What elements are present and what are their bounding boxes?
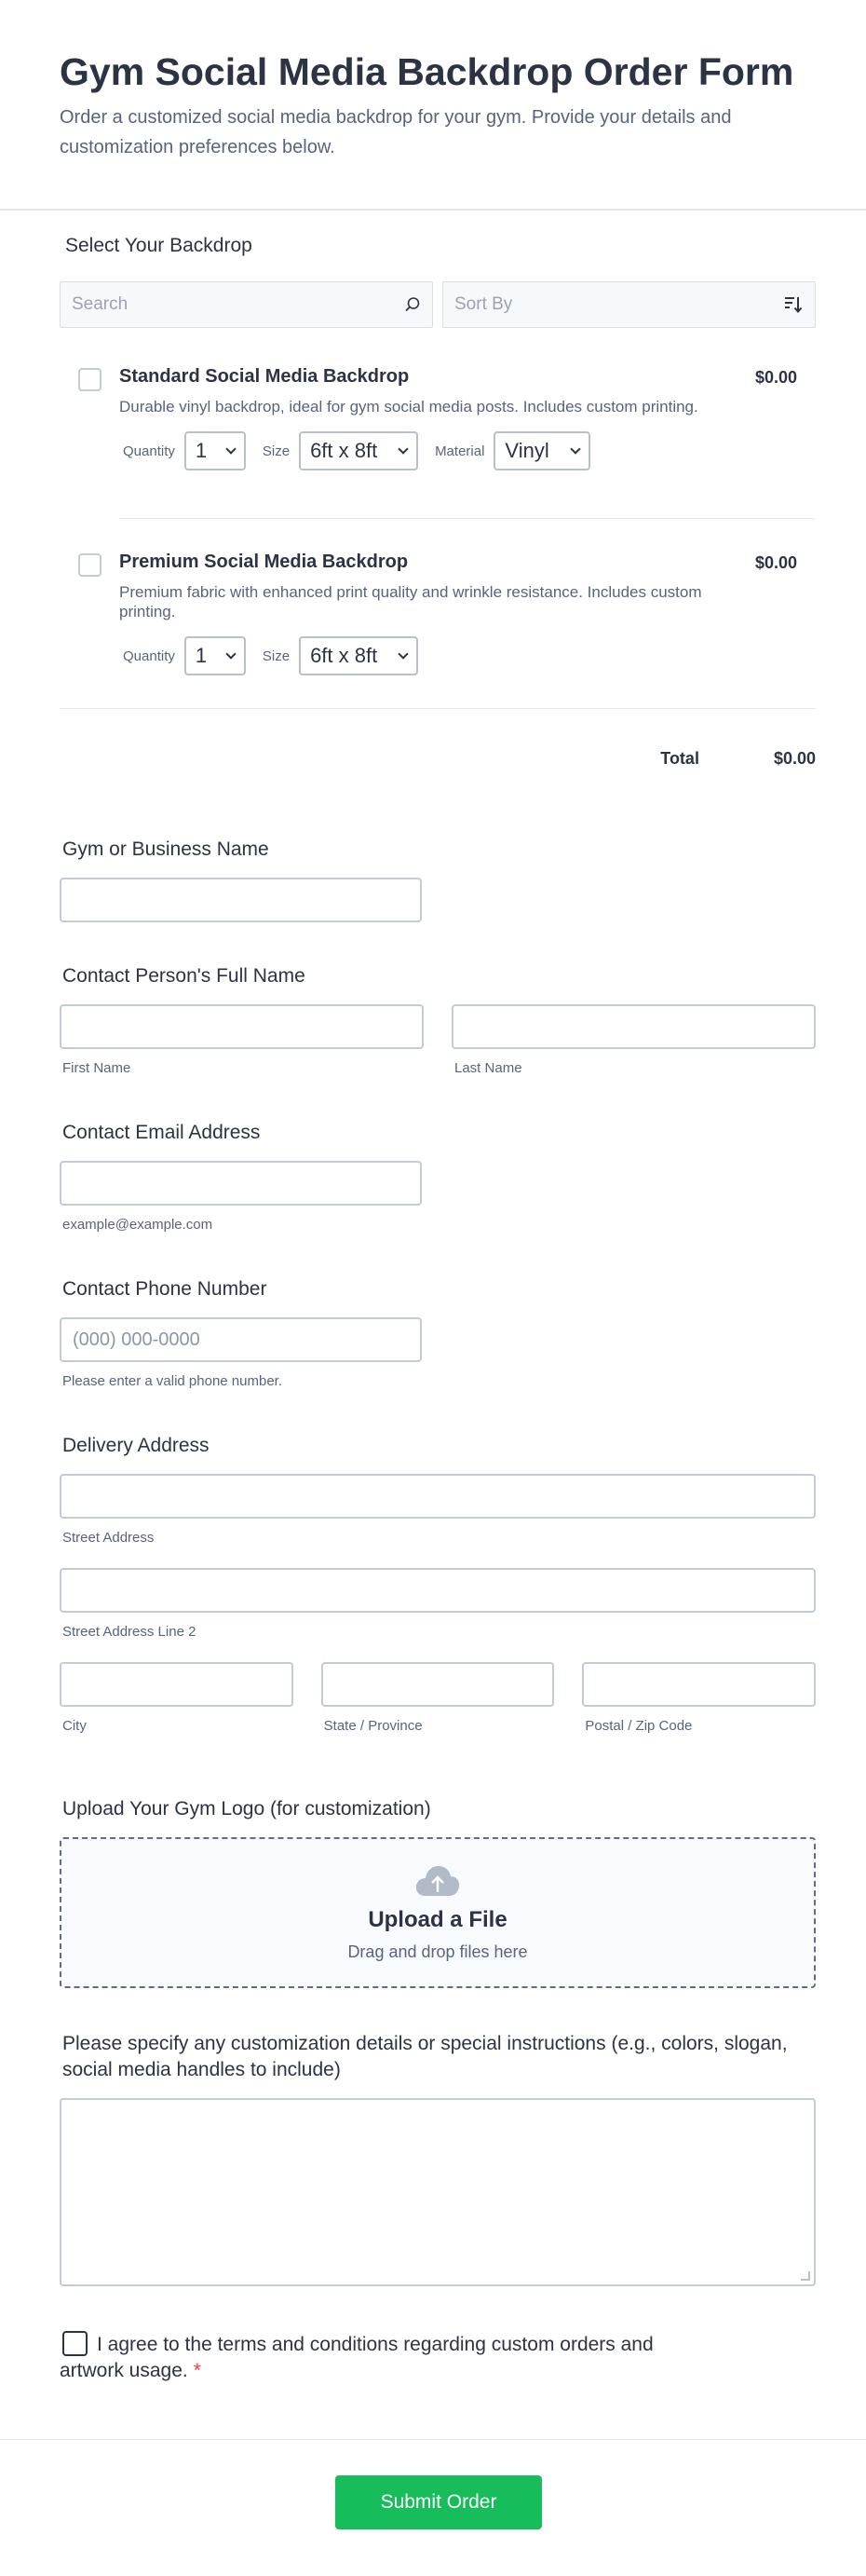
business-name-input[interactable] bbox=[60, 878, 422, 922]
product-checkbox[interactable] bbox=[78, 368, 101, 391]
street2-sublabel: Street Address Line 2 bbox=[62, 1624, 196, 1640]
product-search-input[interactable] bbox=[60, 281, 433, 328]
cloud-upload-icon bbox=[414, 1864, 461, 1898]
size-select[interactable] bbox=[299, 431, 418, 470]
full-name-label: Contact Person's Full Name bbox=[62, 965, 305, 987]
street-input[interactable] bbox=[60, 1474, 816, 1519]
product-checkbox[interactable] bbox=[78, 553, 101, 577]
sort-placeholder: Sort By bbox=[454, 294, 513, 314]
size-label: Size bbox=[262, 443, 291, 459]
first-name-input[interactable] bbox=[60, 1004, 424, 1049]
quantity-label: Quantity bbox=[123, 443, 175, 459]
product-description: Durable vinyl backdrop, ideal for gym social media posts. Includes custom printing. bbox=[119, 398, 698, 416]
upload-title: Upload a File bbox=[368, 1906, 507, 1932]
product-price: $0.00 bbox=[754, 368, 797, 387]
phone-sublabel: Please enter a valid phone number. bbox=[62, 1373, 282, 1389]
size-select[interactable] bbox=[299, 636, 418, 675]
phone-input[interactable] bbox=[60, 1317, 422, 1362]
last-name-sublabel: Last Name bbox=[454, 1060, 522, 1076]
logo-upload-field bbox=[60, 1796, 816, 1988]
chevron-down-icon bbox=[225, 648, 236, 659]
product-section-label: Select Your Backdrop bbox=[65, 235, 252, 256]
business-name-label: Gym or Business Name bbox=[62, 838, 269, 860]
product-options bbox=[119, 636, 706, 675]
city-input[interactable] bbox=[60, 1662, 293, 1707]
material-value: Vinyl bbox=[505, 439, 549, 462]
address-field bbox=[60, 1433, 816, 1734]
phone-field bbox=[60, 1276, 816, 1389]
total-value: $0.00 bbox=[773, 749, 816, 768]
search-placeholder: Search bbox=[72, 294, 129, 314]
search-icon bbox=[404, 296, 421, 313]
chevron-down-icon bbox=[398, 648, 408, 659]
size-label: Size bbox=[262, 647, 291, 664]
order-total bbox=[60, 749, 816, 769]
material-label: Material bbox=[435, 443, 485, 459]
sort-icon bbox=[783, 295, 804, 314]
upload-label: Upload Your Gym Logo (for customization) bbox=[62, 1798, 431, 1820]
size-value: 6ft x 8ft bbox=[310, 439, 378, 462]
chevron-down-icon bbox=[225, 443, 236, 454]
terms-label: I agree to the terms and conditions regarding custom orders and artwork usage. bbox=[60, 2334, 654, 2381]
email-field bbox=[60, 1120, 816, 1233]
product-item bbox=[60, 366, 816, 487]
city-sublabel: City bbox=[62, 1718, 87, 1734]
form-subtitle: Order a customized social media backdrop for your gym. Provide your details and customization preferences below. bbox=[60, 107, 732, 157]
products-bottom-divider bbox=[60, 708, 816, 709]
terms-checkbox[interactable] bbox=[62, 2331, 88, 2356]
submit-button[interactable]: Submit Order bbox=[335, 2475, 542, 2529]
chevron-down-icon bbox=[398, 443, 408, 454]
instructions-label: Please specify any customization details or special instructions (e.g., colors, slogan, social media handles to include) bbox=[62, 2033, 788, 2080]
product-description: Premium fabric with enhanced print quality and wrinkle resistance. Includes custom printing. bbox=[119, 583, 702, 620]
street2-input[interactable] bbox=[60, 1568, 816, 1613]
file-dropzone[interactable] bbox=[60, 1837, 816, 1988]
quantity-select[interactable] bbox=[184, 431, 246, 470]
address-label: Delivery Address bbox=[62, 1435, 210, 1456]
chevron-down-icon bbox=[571, 443, 581, 454]
terms-field bbox=[60, 2331, 711, 2384]
state-input[interactable] bbox=[321, 1662, 555, 1707]
first-name-sublabel: First Name bbox=[62, 1060, 131, 1076]
zip-sublabel: Postal / Zip Code bbox=[585, 1718, 693, 1734]
instructions-textarea[interactable] bbox=[60, 2098, 816, 2286]
product-divider bbox=[119, 518, 816, 519]
quantity-label: Quantity bbox=[123, 647, 175, 664]
instructions-field bbox=[60, 2031, 816, 2286]
material-select[interactable] bbox=[494, 431, 590, 470]
quantity-select[interactable] bbox=[184, 636, 246, 675]
email-input[interactable] bbox=[60, 1161, 422, 1206]
form-header bbox=[0, 0, 866, 211]
product-toolbar bbox=[60, 281, 816, 328]
quantity-value: 1 bbox=[195, 439, 208, 462]
street-sublabel: Street Address bbox=[62, 1530, 155, 1546]
required-mark: * bbox=[193, 2360, 201, 2381]
quantity-value: 1 bbox=[195, 644, 208, 667]
product-options bbox=[119, 431, 706, 470]
phone-placeholder: (000) 000-0000 bbox=[73, 1329, 200, 1350]
state-sublabel: State / Province bbox=[323, 1718, 423, 1734]
full-name-field bbox=[60, 963, 816, 1076]
product-item bbox=[60, 552, 816, 673]
phone-label: Contact Phone Number bbox=[62, 1278, 267, 1300]
size-value: 6ft x 8ft bbox=[310, 644, 378, 667]
upload-subtitle: Drag and drop files here bbox=[347, 1942, 528, 1961]
form-title: Gym Social Media Backdrop Order Form bbox=[60, 50, 794, 93]
email-sublabel: example@example.com bbox=[62, 1217, 213, 1233]
business-name-field bbox=[60, 837, 816, 922]
last-name-input[interactable] bbox=[452, 1004, 816, 1049]
resize-handle-icon[interactable] bbox=[801, 2271, 810, 2281]
zip-input[interactable] bbox=[582, 1662, 816, 1707]
footer-divider bbox=[0, 2439, 866, 2440]
product-price: $0.00 bbox=[754, 553, 797, 572]
total-label: Total bbox=[660, 749, 699, 768]
product-name: Premium Social Media Backdrop bbox=[119, 552, 409, 572]
product-sort-select[interactable] bbox=[442, 281, 816, 328]
product-name: Standard Social Media Backdrop bbox=[119, 366, 410, 387]
email-label: Contact Email Address bbox=[62, 1122, 261, 1143]
